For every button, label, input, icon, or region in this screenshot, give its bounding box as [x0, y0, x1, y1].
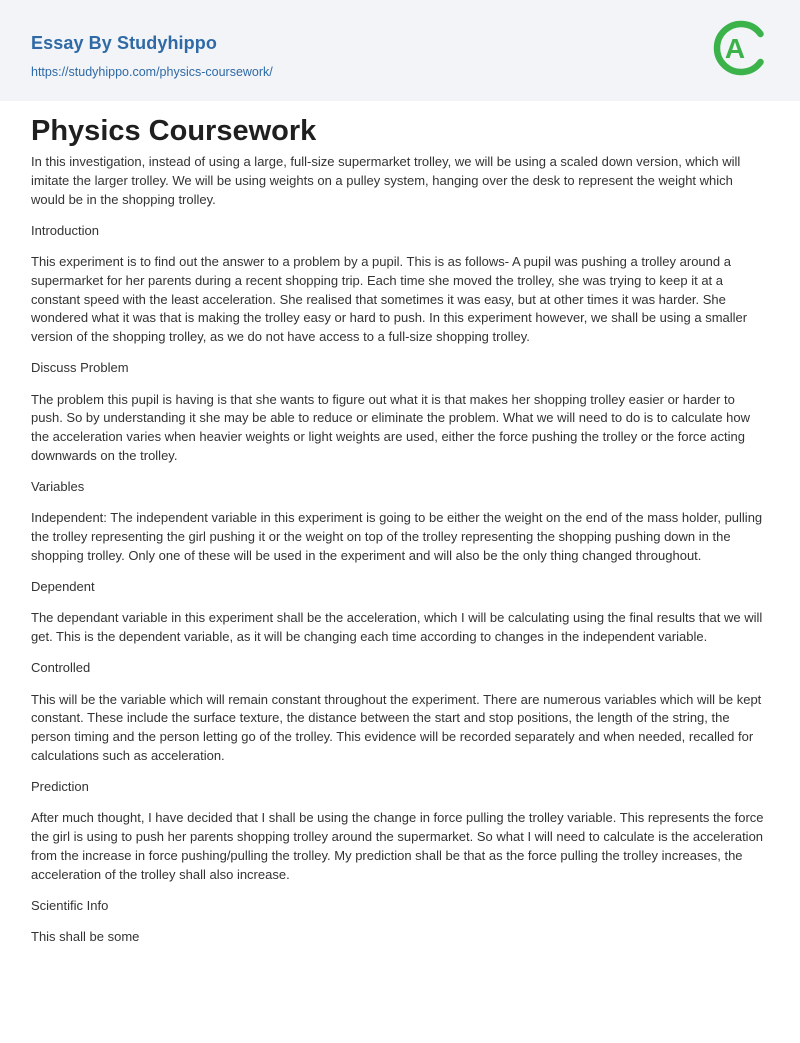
- section-heading: Controlled: [31, 660, 91, 676]
- section-heading: Dependent: [31, 579, 95, 594]
- paragraph: This experiment is to find out the answer to a problem by a pupil. This is as follows- A pupil was pushing a trolley around a supermarket for her parents during a recent shopping trip. Each time she moved the trolley, she was trying to keep it at a constant speed with the least acceleration. She realised that sometimes it was easy, but at other times it was harder. She wondered what it was that is making the trolley easy or hard to push. In this experiment however, we shall be using a smaller version of the shopping trolley, as we do not have access to a full-size shopping trolley.: [31, 254, 748, 344]
- section-heading: Prediction: [31, 779, 89, 794]
- site-header: [0, 0, 800, 101]
- brand-title[interactable]: Essay By Studyhippo: [31, 33, 217, 53]
- logo-letter: A: [724, 33, 746, 64]
- paragraph: The problem this pupil is having is that she wants to figure out what it is that makes her shopping trolley easier or harder to push. So by understanding it she may be able to reduce or eliminate the problem. What we will need to do is to calculate how the acceleration varies when heavier weights or light weights are used, either the force pushing the trolley or the force acting downwards on the trolley.: [31, 391, 751, 463]
- paragraph: This shall be some: [31, 929, 140, 944]
- paragraph: The dependant variable in this experiment shall be the acceleration, which I will be calculating using the final results that we will get. This is the dependent variable, as it will be changing each time according to changes in the independent variable.: [31, 610, 763, 644]
- paragraph: After much thought, I have decided that I shall be using the change in force pulling the trolley variable. This represents the force the girl is using to push her parents shopping trolley around the supermarket. So what I will need to calculate is the acceleration from the increase in force pushing/pulling the trolley. My prediction shall be that as the force pulling the trolley increases, the acceleration of the trolley shall also increase.: [31, 810, 764, 882]
- section-heading: Variables: [31, 479, 85, 494]
- section-heading: Introduction: [31, 222, 99, 238]
- article-body: [31, 153, 769, 947]
- article: [0, 101, 800, 947]
- section-heading: Discuss Problem: [31, 360, 129, 376]
- studyhippo-logo-icon[interactable]: [713, 14, 769, 82]
- paragraph: This will be the variable which will remain constant throughout the experiment. There are numerous variables which will be kept constant. These include the surface texture, the distance between the start and stop positions, the length of the string, the person timing and the person letting go of the trolley. This evidence will be recorded separately and when needed, recalled for calculations such as acceleration.: [31, 691, 762, 763]
- section-heading: Scientific Info: [31, 897, 109, 913]
- source-url-link[interactable]: https://studyhippo.com/physics-coursework/: [31, 65, 273, 79]
- paragraph: In this investigation, instead of using a large, full-size supermarket trolley, we will be using a scaled down version, which will imitate the larger trolley. We will be using weights on a pulley system, hanging over the desk to represent the weight which would be in the shopping trolley.: [31, 154, 741, 207]
- paragraph: Independent: The independent variable in this experiment is going to be either the weight on the end of the mass holder, pulling the trolley representing the girl pushing it or the weight on top of the trolley representing the shopping pushing down in the shopping trolley. Only one of these will be used in the experiment and will also be the only thing changed throughout.: [31, 510, 763, 563]
- page-title: Physics Coursework: [31, 115, 317, 147]
